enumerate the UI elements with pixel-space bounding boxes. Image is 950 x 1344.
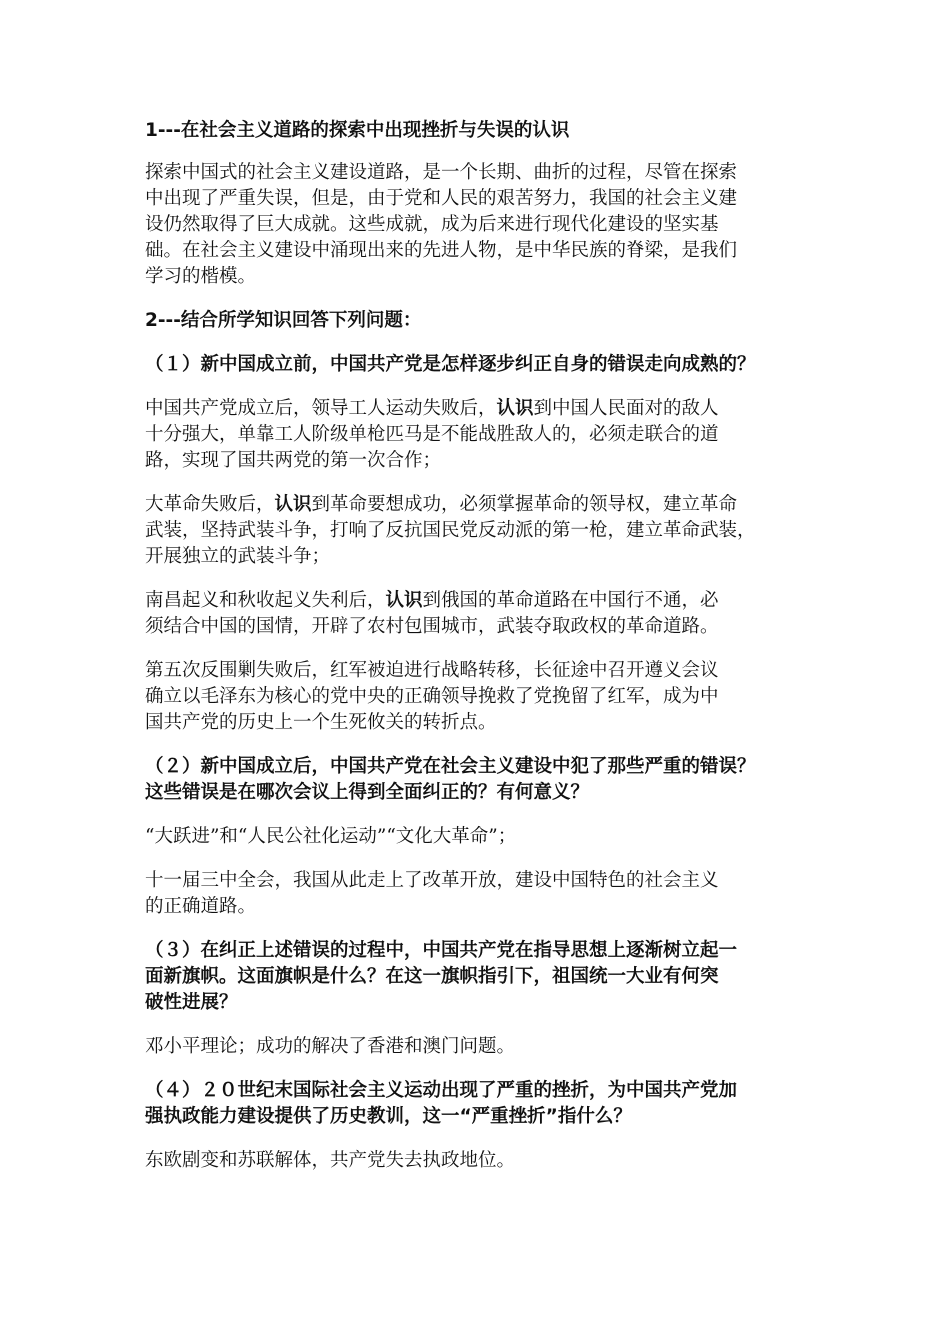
answer-1-paragraph-1: 中国共产党成立后，领导工人运动失败后，认识到中国人民面对的敌人 十分强大，单靠工人阶级单枪匹马是不能战胜敌人的，必须走联合的道 路，实现了国共两党的第一次合作；: [145, 398, 719, 471]
question-4: （４）２０世纪末国际社会主义运动出现了严重的挫折，为中国共产党加 强执政能力建设提供了历史教训，这一“严重挫折”指什么？: [145, 1080, 738, 1127]
answer-3: 邓小平理论；成功的解决了香港和澳门问题。: [145, 1036, 516, 1057]
question-1: （１）新中国成立前，中国共产党是怎样逐步纠正自身的错误走向成熟的？: [145, 354, 756, 375]
answer-2-paragraph-1: “大跃进”和“人民公社化运动”“文化大革命”；: [145, 826, 517, 847]
keyword-renshi: 认识: [496, 398, 534, 419]
answer-4: 东欧剧变和苏联解体，共产党失去执政地位。: [145, 1150, 516, 1171]
answer-1-paragraph-4: 第五次反围剿失败后，红军被迫进行战略转移，长征途中召开遵义会议 确立以毛泽东为核心的党中央的正确领导挽救了党挽留了红军，成为中 国共产党的历史上一个生死攸关的转折点。: [145, 660, 719, 733]
answer-1-paragraph-3: 南昌起义和秋收起义失利后，认识到俄国的革命道路在中国行不通，必 须结合中国的国情，开辟了农村包围城市，武装夺取政权的革命道路。: [145, 590, 719, 637]
answer-1-paragraph-2: 大革命失败后，认识到革命要想成功，必须掌握革命的领导权，建立革命 武装，坚持武装斗争，打响了反抗国民党反动派的第一枪，建立革命武装， 开展独立的武装斗争；: [145, 494, 756, 567]
keyword-renshi: 认识: [385, 590, 423, 611]
question-2: （２）新中国成立后，中国共产党在社会主义建设中犯了那些严重的错误？ 这些错误是在哪次会议上得到全面纠正的？有何意义？: [145, 756, 756, 803]
section-title-2: 2---结合所学知识回答下列问题：: [145, 310, 422, 331]
answer-2-paragraph-2: 十一届三中全会，我国从此走上了改革开放，建设中国特色的社会主义 的正确道路。: [145, 870, 719, 917]
keyword-renshi: 认识: [274, 494, 312, 515]
question-3: （３）在纠正上述错误的过程中，中国共产党在指导思想上逐渐树立起一 面新旗帜。这面旗帜是什么？在这一旗帜指引下，祖国统一大业有何突 破性进展？: [145, 940, 738, 1013]
section-title-1: 1---在社会主义道路的探索中出现挫折与失误的认识: [145, 120, 570, 141]
intro-paragraph: 探索中国式的社会主义建设道路，是一个长期、曲折的过程，尽管在探索 中出现了严重失误，但是，由于党和人民的艰苦努力，我国的社会主义建 设仍然取得了巨大成就。这些成就，成为后来进行现代化建设的坚实基 础。在社会主义建设中涌现出来的先进人物，是中华民族的脊梁，是我们 学习的楷模。: [145, 162, 738, 287]
document-page: [145, 118, 813, 1192]
